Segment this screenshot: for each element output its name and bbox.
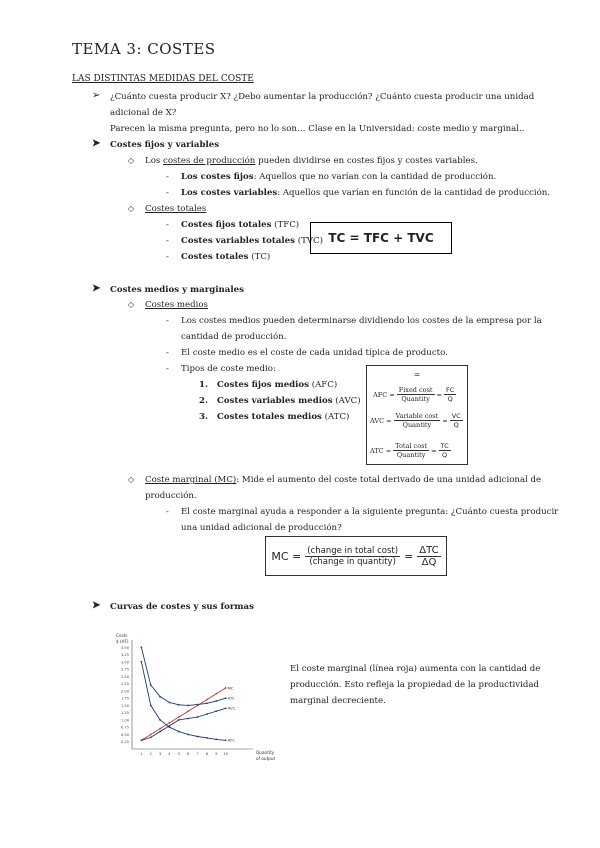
afc-formula: AFC = $\frac{\text{Fixed cost}}{\text{Quantity}}$ = $\frac{FC}{Q}$: [373, 386, 455, 403]
data-point-avc: [206, 713, 208, 715]
data-point-mc: [206, 699, 208, 701]
x-tick-label: 5: [177, 752, 180, 756]
x-tick-label: 9: [215, 752, 218, 756]
data-point-mc: [150, 734, 152, 736]
data-point-afc: [197, 736, 199, 738]
tfc-item: Costes fijos totales (TFC): [181, 220, 300, 230]
type-avc: Costes variables medios (AVC): [217, 396, 361, 406]
medios-line-3: El coste medio es el coste de cada unidad típica de producto.: [181, 348, 448, 358]
atc-sum-formula: =: [413, 370, 421, 379]
y-tick-label: 1.25: [120, 711, 129, 716]
data-point-atc: [187, 705, 189, 707]
type-number: 2.: [199, 396, 208, 406]
data-point-avc: [197, 716, 199, 718]
circle-bullet-icon: ◇: [128, 156, 135, 165]
average-cost-formula-box: [366, 365, 468, 465]
y-tick-label: 3.50: [120, 645, 129, 650]
atc-formula: ATC = $\frac{\text{Total cost}}{\text{Quantity}}$ = $\frac{TC}{Q}$: [370, 442, 449, 459]
data-point-afc: [150, 705, 152, 707]
y-tick-label: 0.75: [120, 725, 129, 730]
data-point-avc: [178, 719, 180, 721]
data-point-atc: [225, 697, 227, 699]
coste-marginal-line-2: producción.: [145, 491, 197, 501]
data-point-avc: [225, 707, 227, 709]
arrow-bullet-icon: ➤: [92, 283, 101, 294]
data-point-mc: [225, 687, 227, 689]
y-tick-label: 0.25: [120, 740, 129, 745]
data-point-avc: [150, 736, 152, 738]
dash-bullet: -: [166, 364, 169, 374]
y-tick-label: 2.75: [120, 667, 129, 672]
question-line-3: Parecen la misma pregunta, pero no lo son… Clase en la Universidad: coste medio y marginal..: [110, 124, 525, 134]
series-label-atc: ATC: [227, 695, 235, 701]
data-point-atc: [169, 702, 171, 704]
data-point-atc: [197, 704, 199, 706]
data-point-avc: [159, 731, 161, 733]
dash-bullet: -: [166, 236, 169, 246]
data-point-mc: [187, 710, 189, 712]
circle-bullet-icon: ◇: [128, 300, 135, 309]
x-axis-label: Quantity: [256, 750, 275, 755]
medios-line-1: Los costes medios pueden determinarse dividiendo los costes de la empresa por la: [181, 316, 542, 326]
medios-line-4: Tipos de coste medio:: [181, 364, 276, 374]
data-point-mc: [169, 722, 171, 724]
data-point-afc: [140, 661, 142, 663]
type-afc: Costes fijos medios (AFC): [217, 380, 338, 390]
data-point-mc: [178, 716, 180, 718]
series-label-mc: MC: [227, 685, 234, 691]
costes-variables-def: Los costes variables: Aquellos que varían en función de la cantidad de producción.: [181, 188, 551, 198]
curvas-text-1: El coste marginal (línea roja) aumenta con la cantidad de: [290, 664, 541, 674]
data-point-mc: [159, 728, 161, 730]
costes-totales-heading: Costes totales: [145, 204, 207, 214]
y-axis-label: Costs: [116, 633, 128, 638]
y-tick-label: 2.00: [120, 689, 129, 694]
circle-bullet-icon: ◇: [128, 204, 135, 213]
series-line-avc: [141, 708, 225, 740]
y-tick-label: 2.50: [120, 674, 129, 679]
curvas-text-2: producción. Esto refleja la propiedad de la productividad: [290, 680, 540, 690]
data-point-atc: [178, 704, 180, 706]
tc-item: Costes totales (TC): [181, 252, 271, 262]
costes-produccion-line: Los costes de producción pueden dividirse en costes fijos y costes variables.: [145, 156, 478, 166]
costes-medios-heading: Costes medios: [145, 300, 208, 310]
data-point-atc: [150, 684, 152, 686]
data-point-atc: [159, 696, 161, 698]
data-point-avc: [187, 718, 189, 720]
series-line-mc: [141, 688, 225, 740]
costes-fijos-def: Los costes fijos: Aquellos que no varían con la cantidad de producción.: [181, 172, 497, 182]
data-point-avc: [140, 739, 142, 741]
series-line-atc: [141, 647, 225, 705]
medios-line-2: cantidad de producción.: [181, 332, 287, 342]
data-point-afc: [206, 737, 208, 739]
data-point-mc: [215, 693, 217, 695]
type-number: 3.: [199, 412, 208, 422]
subheading-fijos-variables: Costes fijos y variables: [110, 140, 220, 150]
y-tick-label: 3.00: [120, 660, 129, 665]
x-tick-label: 2: [149, 752, 152, 756]
data-point-atc: [140, 646, 142, 648]
tc-formula-box: TC = TFC + TVC: [310, 222, 452, 254]
data-point-avc: [215, 710, 217, 712]
mc-formula-box: MC = $\frac{\text{(change in total cost)}}{\text{(change in quantity)}}$ = $\frac{\text{ΔTC}}{\Delta Q}$: [265, 536, 447, 576]
x-tick-label: 8: [205, 752, 209, 756]
series-line-afc: [141, 662, 225, 740]
data-point-afc: [159, 719, 161, 721]
page-title: TEMA 3: COSTES: [72, 40, 216, 58]
y-tick-label: 3.25: [120, 653, 129, 658]
mc-line-1: El coste marginal ayuda a responder a la siguiente pregunta: ¿Cuánto cuesta producir: [181, 507, 559, 517]
subheading-medios-marginales: Costes medios y marginales: [110, 285, 244, 295]
x-tick-label: 7: [196, 752, 199, 756]
data-point-afc: [178, 731, 180, 733]
dash-bullet: -: [166, 316, 169, 326]
y-tick-label: 1.50: [120, 703, 129, 708]
data-point-afc: [225, 739, 227, 741]
dash-bullet: -: [166, 172, 169, 182]
x-tick-label: 1: [140, 752, 143, 756]
section-heading-medidas: LAS DISTINTAS MEDIDAS DEL COSTE: [72, 74, 254, 84]
data-point-atc: [215, 700, 217, 702]
data-point-afc: [169, 726, 171, 728]
data-point-afc: [187, 734, 189, 736]
series-label-afc: AFC: [227, 737, 236, 743]
y-tick-label: 2.25: [120, 682, 129, 687]
y-tick-label: 0.50: [120, 732, 129, 737]
mc-line-2: una unidad adicional de producción?: [181, 523, 342, 533]
question-line-1: ¿Cuánto cuesta producir X? ¿Debo aumentar la producción? ¿Cuánto cuesta producir una unidad: [110, 92, 535, 102]
dash-bullet: -: [166, 348, 169, 358]
x-tick-label: 10: [223, 752, 228, 756]
type-number: 1.: [199, 380, 208, 390]
curvas-text-3: marginal decreciente.: [290, 696, 386, 706]
data-point-atc: [206, 702, 208, 704]
coste-marginal-def: Coste marginal (MC): Mide el aumento del coste total derivado de una unidad adicional de: [145, 475, 542, 485]
y-tick-label: 1.00: [120, 718, 129, 723]
arrow-bullet-icon: ➤: [92, 600, 101, 611]
dash-bullet: -: [166, 252, 169, 262]
x-tick-label: 3: [158, 752, 162, 756]
avc-formula: AVC = $\frac{\text{Variable cost}}{\text{Quantity}}$ = $\frac{VC}{Q}$: [370, 412, 461, 429]
subheading-curvas: Curvas de costes y sus formas: [110, 602, 254, 612]
circle-bullet-icon: ◇: [128, 475, 135, 484]
question-line-2: adicional de X?: [110, 108, 177, 118]
y-axis-label-2: $ (AF): [116, 639, 129, 644]
x-tick-label: 4: [168, 752, 171, 756]
series-label-avc: AVC: [227, 705, 236, 711]
y-tick-label: 1.75: [120, 696, 129, 701]
cost-curves-chart: [110, 628, 280, 768]
data-point-afc: [215, 739, 217, 741]
x-tick-label: 6: [187, 752, 190, 756]
dash-bullet: -: [166, 188, 169, 198]
type-atc: Costes totales medios (ATC): [217, 412, 350, 422]
arrow-bullet-icon: ➢: [92, 90, 101, 101]
arrow-bullet-icon: ➤: [92, 138, 101, 149]
tvc-item: Costes variables totales (TVC): [181, 236, 323, 246]
dash-bullet: -: [166, 507, 169, 517]
dash-bullet: -: [166, 220, 169, 230]
x-axis-label-2: of output: [256, 756, 276, 761]
